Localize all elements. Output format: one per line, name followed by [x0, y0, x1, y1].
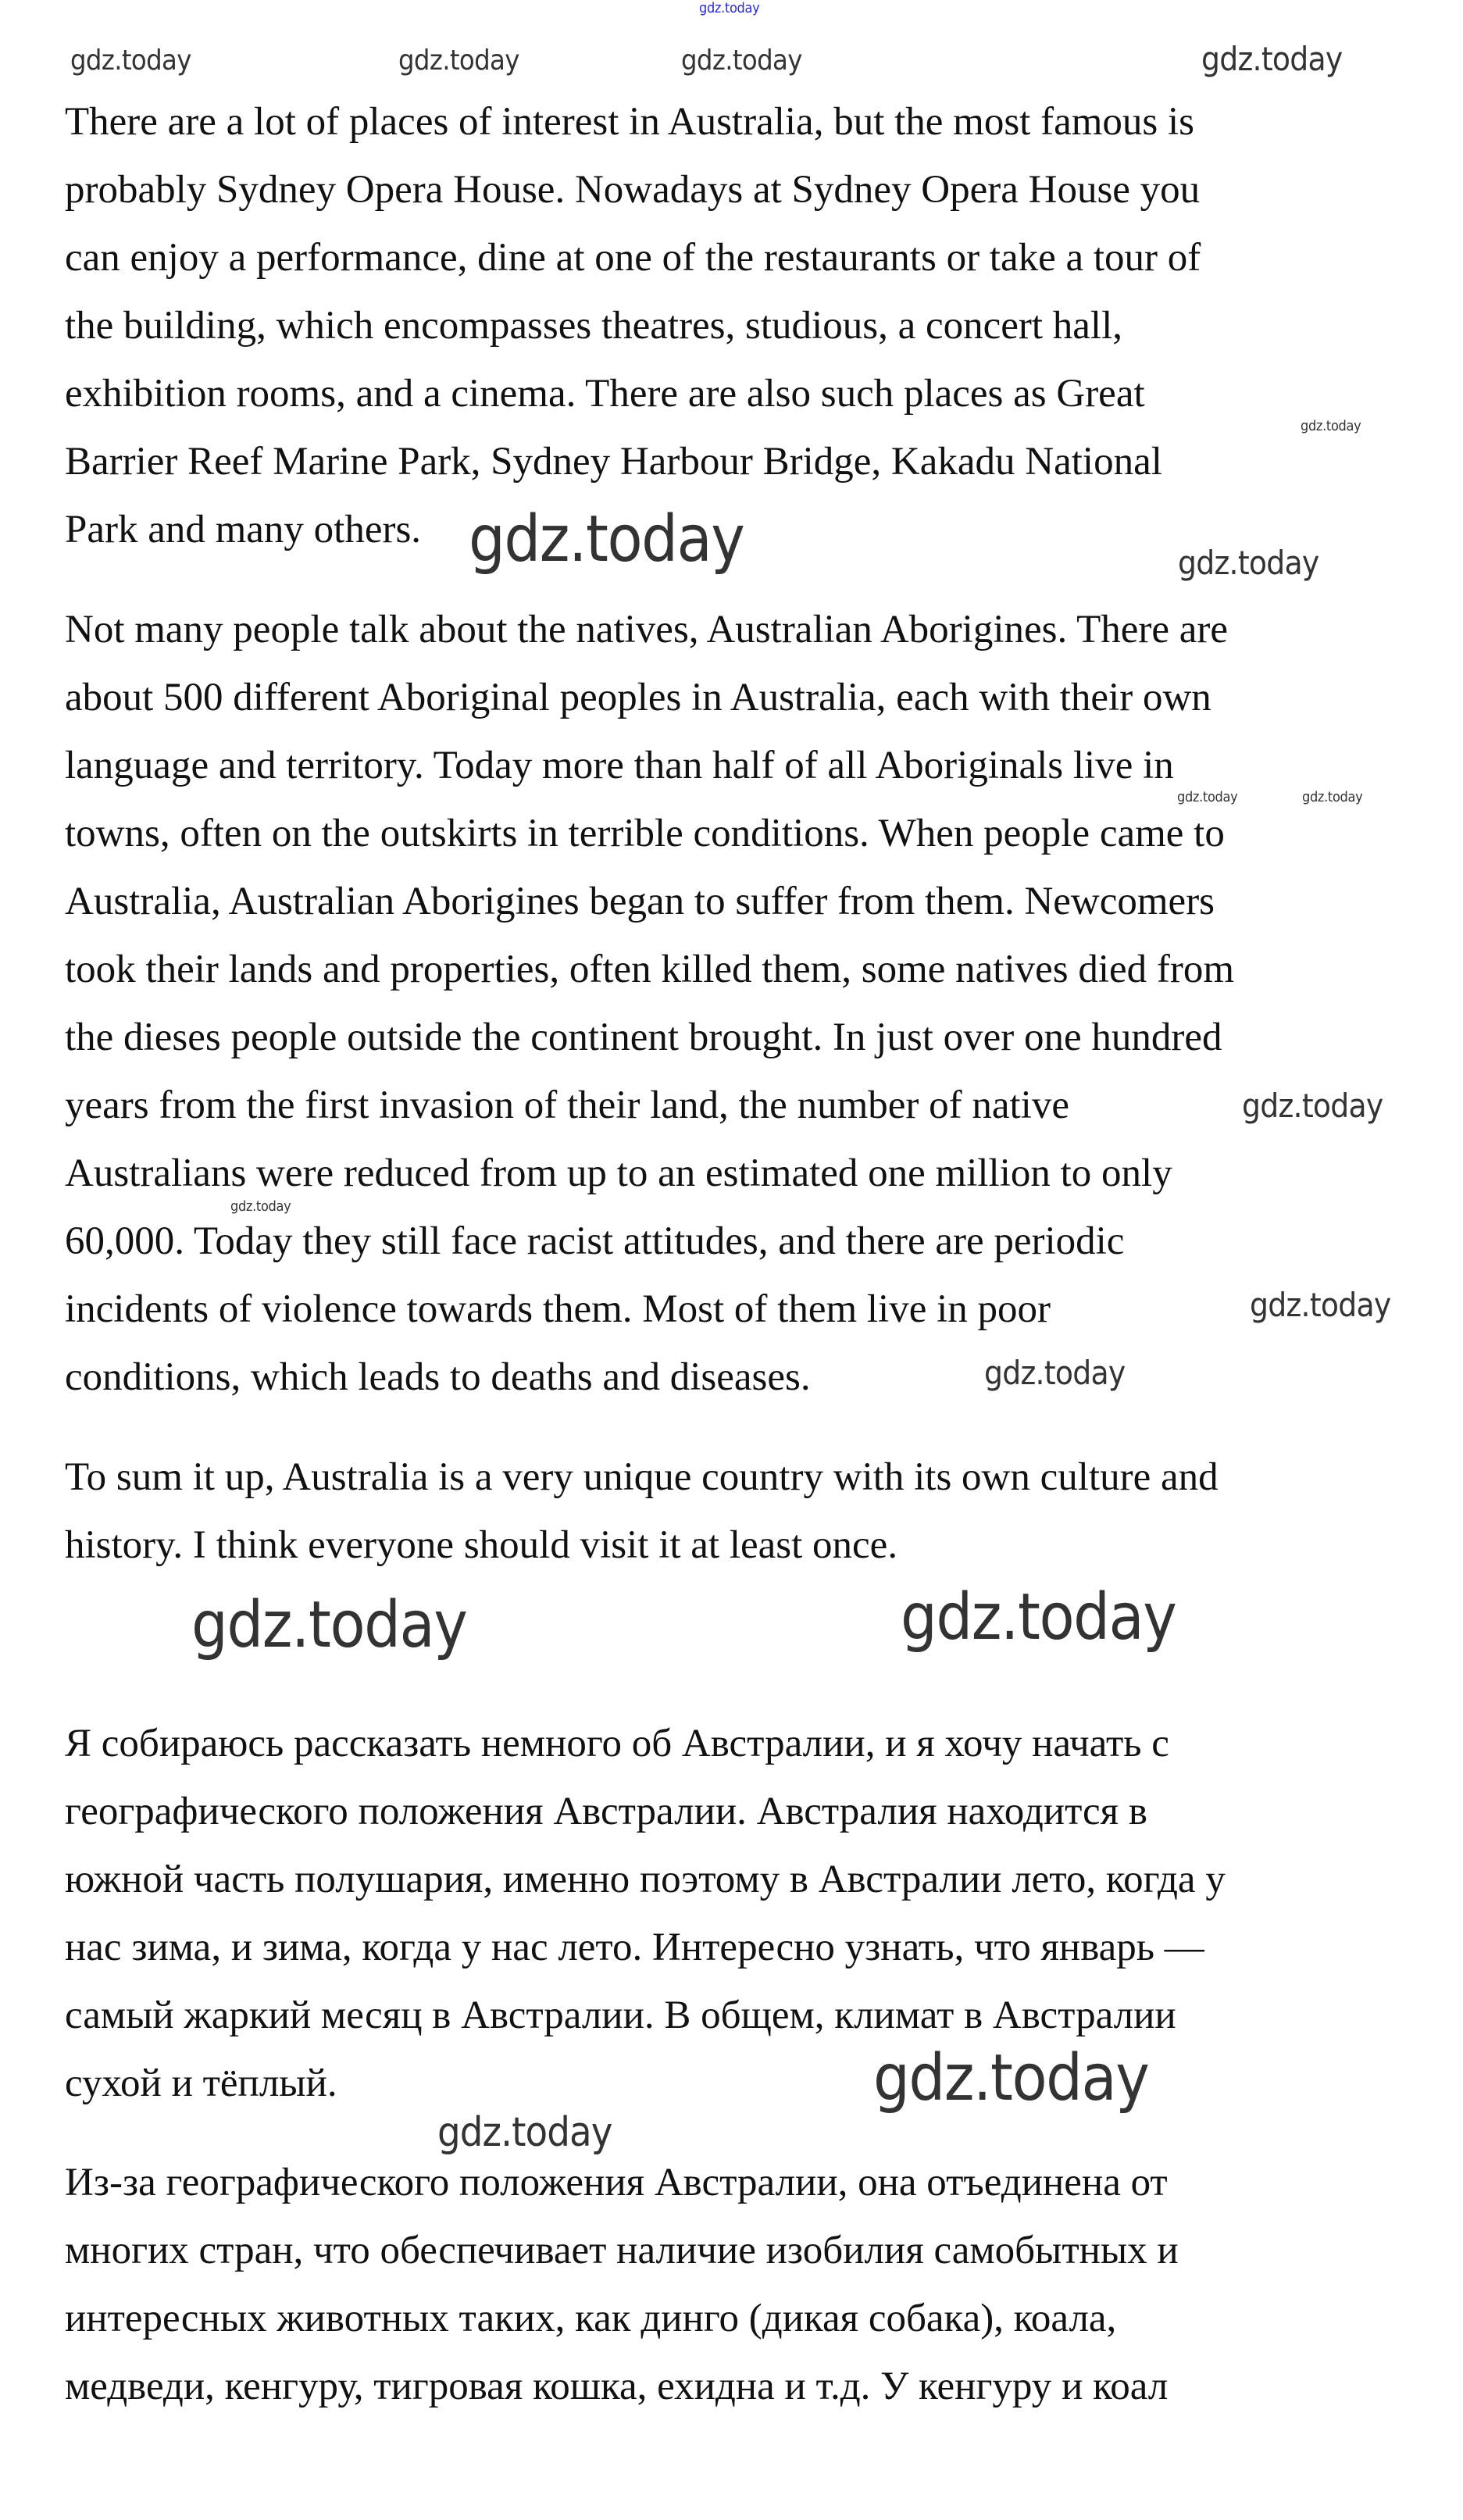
- watermark: gdz.today: [398, 45, 519, 77]
- paragraph: [65, 606, 1234, 1422]
- text-line: exhibition rooms, and a cinema. There are also such places as Great: [65, 372, 1145, 416]
- text-line: Из-за географического положения Австралии, она отъединена от: [65, 2161, 1168, 2204]
- watermark: gdz.today: [469, 502, 744, 576]
- text-line: history. I think everyone should visit it at least once.: [65, 1523, 898, 1567]
- text-line: сухой и тёплый.: [65, 2061, 337, 2105]
- watermark: gdz.today: [230, 1198, 291, 1215]
- text-line: Not many people talk about the natives, Australian Aborigines. There are: [65, 608, 1228, 651]
- text-line: Australians were reduced from up to an estimated one million to only: [65, 1151, 1172, 1195]
- text-line: There are a lot of places of interest in Australia, but the most famous is: [65, 100, 1195, 144]
- watermark: gdz.today: [1178, 544, 1319, 582]
- text-line: the dieses people outside the continent brought. In just over one hundred: [65, 1015, 1222, 1059]
- text-line: Park and many others.: [65, 508, 422, 551]
- text-line: Barrier Reef Marine Park, Sydney Harbour Bridge, Kakadu National: [65, 440, 1162, 484]
- watermark: gdz.today: [1177, 789, 1238, 805]
- watermark: gdz.today: [70, 45, 191, 77]
- watermark: gdz.today: [1302, 789, 1363, 805]
- text-line: took their lands and properties, often killed them, some natives died from: [65, 948, 1235, 991]
- watermark: gdz.today: [1250, 1286, 1391, 1324]
- text-line: To sum it up, Australia is a very unique country with its own culture and: [65, 1455, 1219, 1499]
- text-line: can enjoy a performance, dine at one of the restaurants or take a tour of: [65, 236, 1201, 280]
- text-line: медведи, кенгуру, тигровая кошка, ехидна и т.д. У кенгуру и коал: [65, 2365, 1169, 2408]
- text-line: южной часть полушария, именно поэтому в Австралии лето, когда у: [65, 1858, 1226, 1901]
- paragraph: [65, 2159, 1179, 2431]
- text-line: the building, which encompasses theatres, studious, a concert hall,: [65, 304, 1122, 348]
- watermark: gdz.today: [901, 1580, 1176, 1654]
- text-line: probably Sydney Opera House. Nowadays at Sydney Opera House you: [65, 168, 1201, 212]
- watermark: gdz.today: [699, 0, 760, 16]
- text-line: Я собираюсь рассказать немного об Австралии, и я хочу начать с: [65, 1722, 1169, 1765]
- text-line: towns, often on the outskirts in terrible conditions. When people came to: [65, 812, 1225, 855]
- watermark: gdz.today: [984, 1354, 1126, 1392]
- watermark: gdz.today: [191, 1588, 467, 1662]
- text-line: incidents of violence towards them. Most of them live in poor: [65, 1287, 1051, 1331]
- text-line: years from the first invasion of their land, the number of native: [65, 1083, 1069, 1127]
- text-line: самый жаркий месяц в Австралии. В общем, климат в Австралии: [65, 1994, 1176, 2037]
- text-line: географического положения Австралии. Австралия находится в: [65, 1790, 1147, 1833]
- text-line: многих стран, что обеспечивает наличие изобилия самобытных и: [65, 2229, 1179, 2272]
- text-line: about 500 different Aboriginal peoples in Australia, each with their own: [65, 676, 1211, 719]
- text-line: Australia, Australian Aborigines began to suffer from them. Newcomers: [65, 880, 1215, 923]
- text-line: language and territory. Today more than half of all Aboriginals live in: [65, 744, 1174, 787]
- watermark: gdz.today: [873, 2041, 1149, 2115]
- watermark: gdz.today: [437, 2109, 612, 2156]
- watermark: gdz.today: [1242, 1087, 1383, 1125]
- watermark: gdz.today: [1201, 40, 1343, 78]
- text-line: нас зима, и зима, когда у нас лето. Интересно узнать, что январь —: [65, 1926, 1204, 1969]
- watermark: gdz.today: [1301, 418, 1361, 434]
- watermark: gdz.today: [681, 45, 802, 77]
- text-line: conditions, which leads to deaths and diseases.: [65, 1355, 811, 1399]
- paragraph: [65, 1454, 1219, 1590]
- text-line: интересных животных таких, как динго (дикая собака), коала,: [65, 2297, 1117, 2340]
- text-line: 60,000. Today they still face racist attitudes, and there are periodic: [65, 1219, 1125, 1263]
